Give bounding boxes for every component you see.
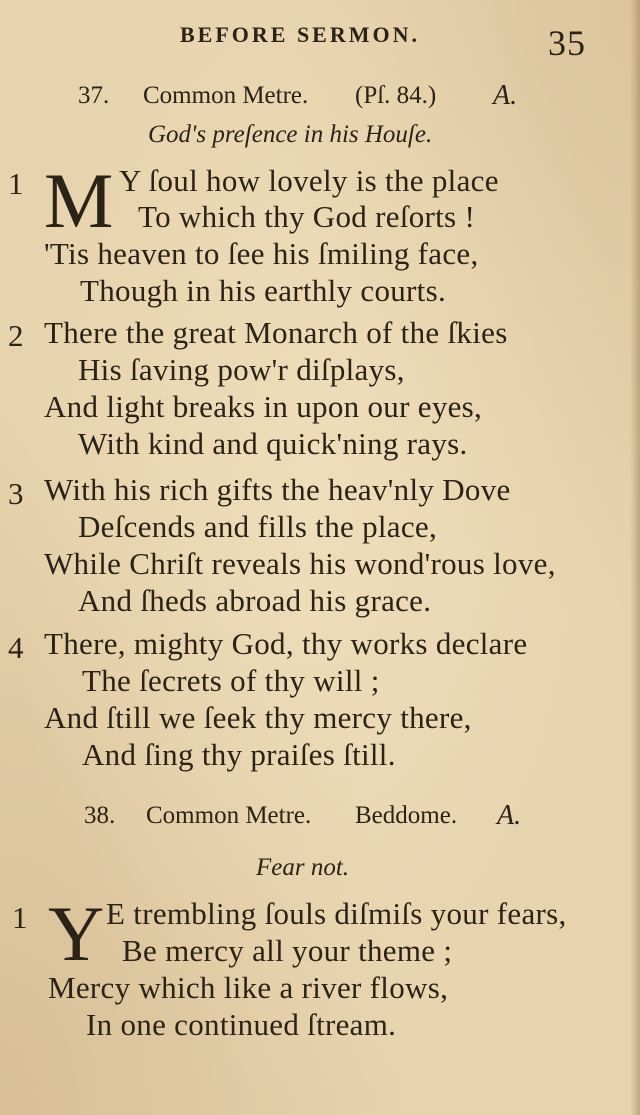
verse-number: 2 (8, 318, 24, 353)
verse-line: His ſaving pow'r diſplays, (78, 352, 405, 387)
hymn-38-metre: Common Metre. (146, 802, 312, 829)
hymn-38-number: 38. (84, 802, 116, 829)
verse-line: E trembling ſouls diſmiſs your fears, (106, 896, 567, 931)
verse-line: With kind and quick'ning rays. (78, 426, 468, 461)
verse-line: Be mercy all your theme ; (122, 933, 453, 968)
verse-line: In one continued ſtream. (86, 1007, 397, 1042)
hymn-38-author: Beddome. (355, 802, 458, 829)
hymn-37-tune-mark: A. (493, 80, 518, 111)
verse-line: With his rich gifts the heav'nly Dove (44, 472, 511, 507)
verse-line: Though in his earthly courts. (80, 273, 447, 308)
page-number: 35 (548, 23, 586, 63)
page-edge-shadow (630, 0, 640, 1115)
verse-line: To which thy God reſorts ! (138, 199, 476, 234)
verse-line: While Chriſt reveals his wond'rous love, (44, 546, 556, 581)
hymn-37-number: 37. (78, 82, 110, 109)
hymn-38-tune-mark: A. (497, 800, 522, 831)
hymn-37-metre: Common Metre. (143, 82, 309, 109)
verse-line: And ſing thy praiſes ſtill. (82, 737, 396, 772)
running-title: BEFORE SERMON. (179, 22, 421, 47)
hymn-37-subtitle: God's preſence in his Houſe. (148, 121, 433, 148)
verse-line: 'Tis heaven to ſee his ſmiling face, (44, 236, 479, 271)
verse-number: 3 (8, 476, 24, 511)
verse-number: 1 (8, 166, 24, 201)
verse-line: And light breaks in upon our eyes, (44, 389, 483, 424)
verse-line: There, mighty God, thy works declare (44, 626, 528, 661)
verse-number: 4 (8, 630, 24, 665)
verse-number: 1 (12, 900, 28, 935)
verse-line: Deſcends and fills the place, (78, 509, 438, 544)
verse-line: Mercy which like a river flows, (48, 970, 449, 1005)
verse-line: Y ſoul how lovely is the place (119, 163, 499, 198)
verse-line: And ſtill we ſeek thy mercy there, (44, 700, 472, 735)
drop-cap: M (44, 157, 114, 244)
hymn-38-subtitle: Fear not. (256, 854, 350, 881)
verse-line: The ſecrets of thy will ; (82, 663, 380, 698)
verse-line: And ſheds abroad his grace. (78, 583, 432, 618)
hymn-37-source: (Pſ. 84.) (355, 82, 437, 109)
drop-cap: Y (48, 890, 105, 977)
verse-line: There the great Monarch of the ſkies (44, 315, 508, 350)
